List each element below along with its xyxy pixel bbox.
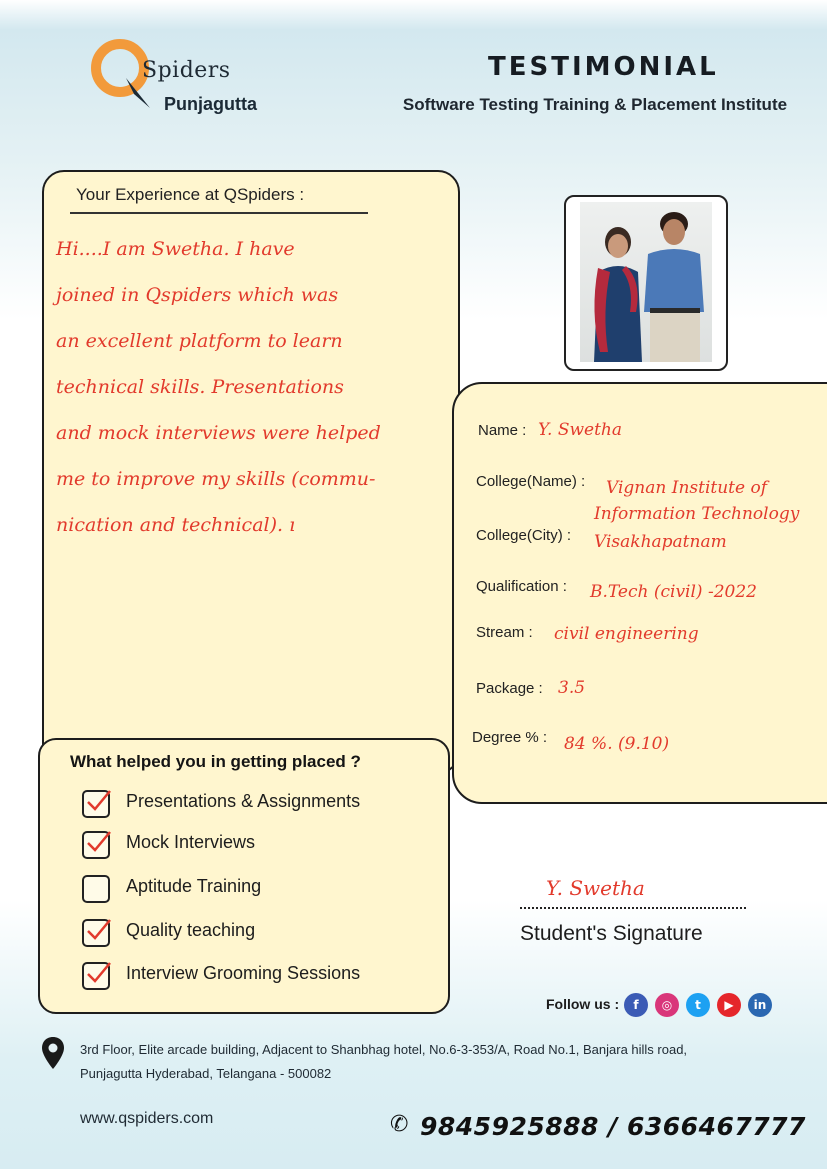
- experience-text: [56, 226, 448, 548]
- checklist-item-label: Aptitude Training: [126, 876, 262, 896]
- checklist-title: What helped you in getting placed ?: [70, 752, 361, 771]
- experience-underline: [70, 212, 368, 214]
- experience-line: joined in Qspiders which was: [56, 284, 339, 306]
- people-photo-icon: [580, 202, 712, 362]
- student-photo: [580, 202, 712, 362]
- logo-branch: Punjagutta: [164, 94, 257, 114]
- checkmark-icon: [84, 788, 112, 814]
- logo-brand: Spiders: [142, 58, 231, 83]
- stream-label: Stream :: [476, 624, 533, 641]
- checkmark-icon: [84, 960, 112, 986]
- student-photo-frame: [564, 195, 728, 371]
- college-city-value: Visakhapatnam: [594, 532, 727, 552]
- college-city-label: College(City) :: [476, 527, 572, 544]
- student-signature-handwritten: Y. Swetha: [546, 876, 645, 900]
- linkedin-icon[interactable]: in: [748, 993, 772, 1017]
- college-name-label: College(Name) :: [476, 473, 586, 490]
- page-title: TESTIMONIAL: [488, 52, 719, 82]
- degree-label: Degree % :: [472, 729, 548, 746]
- location-pin-icon: [40, 1036, 66, 1070]
- signature-label: Student's Signature: [520, 922, 703, 945]
- youtube-icon[interactable]: ▶: [717, 993, 741, 1017]
- checklist-item-label: Interview Grooming Sessions: [126, 963, 361, 983]
- qualification-value: B.Tech (civil) -2022: [590, 582, 757, 602]
- experience-line: Hi....I am Swetha. I have: [56, 238, 295, 260]
- facebook-icon[interactable]: f: [624, 993, 648, 1017]
- address-line: 3rd Floor, Elite arcade building, Adjacent to Shanbhag hotel, No.6-3-353/A, Road No.1, Banjara hills road,: [80, 1042, 688, 1057]
- experience-label: Your Experience at QSpiders :: [76, 185, 305, 204]
- experience-line: an excellent platform to learn: [56, 330, 343, 352]
- degree-value: 84 %. (9.10): [564, 734, 670, 754]
- checkmark-icon: [84, 829, 112, 855]
- experience-line: technical skills. Presentations: [56, 376, 344, 398]
- qspiders-logo: [88, 36, 288, 126]
- checklist-item-label: Presentations & Assignments: [126, 791, 361, 811]
- experience-line: me to improve my skills (commu-: [56, 468, 376, 490]
- experience-line: nication and technical). ı: [56, 514, 296, 536]
- checkmark-icon: [84, 917, 112, 943]
- stream-value: civil engineering: [554, 624, 699, 644]
- package-label: Package :: [476, 680, 543, 697]
- name-label: Name :: [478, 422, 527, 439]
- signature-line: [520, 907, 746, 909]
- qualification-label: Qualification :: [476, 578, 567, 595]
- instagram-icon[interactable]: ◎: [655, 993, 679, 1017]
- package-value: 3.5: [558, 678, 586, 698]
- follow-us-label: Follow us :: [546, 996, 620, 1012]
- college-name-value: Vignan Institute of: [606, 478, 767, 498]
- college-name-value-cont: Information Technology: [594, 504, 800, 524]
- page-subtitle: Software Testing Training & Placement Institute: [402, 95, 788, 114]
- checkbox[interactable]: [82, 875, 110, 903]
- twitter-icon[interactable]: t: [686, 993, 710, 1017]
- checklist-item-label: Mock Interviews: [126, 832, 256, 852]
- website-link[interactable]: www.qspiders.com: [80, 1110, 214, 1127]
- address: [80, 1038, 800, 1086]
- experience-line: and mock interviews were helped: [56, 422, 381, 444]
- checklist-item-label: Quality teaching: [126, 920, 256, 940]
- phone-numbers[interactable]: 9845925888 / 6366467777: [420, 1112, 806, 1141]
- address-line: Punjagutta Hyderabad, Telangana - 500082: [80, 1066, 332, 1081]
- phone-icon: ✆: [390, 1112, 409, 1137]
- name-value: Y. Swetha: [538, 420, 623, 440]
